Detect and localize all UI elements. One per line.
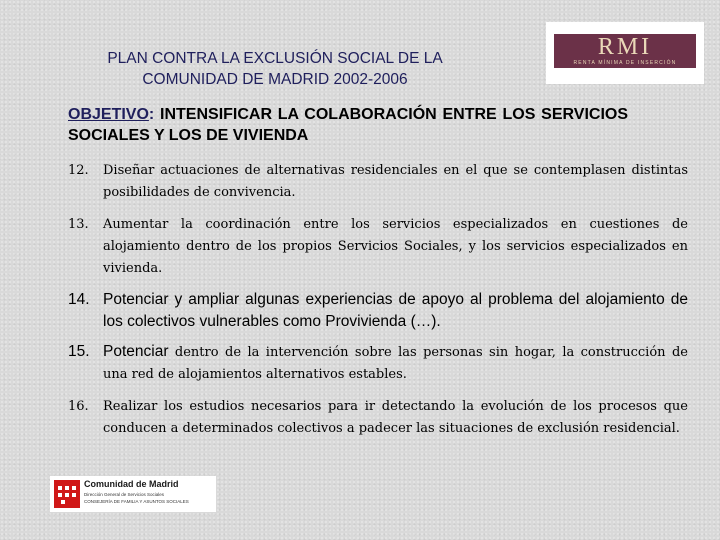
objective-heading <box>68 104 628 146</box>
madrid-logo-line-1: Dirección General de Servicios Sociales <box>84 492 165 497</box>
rmi-logo-band <box>554 34 696 68</box>
item-text-lead: Potenciar <box>103 343 169 360</box>
item-text: Realizar los estudios necesarios para ir detectando la evolución de los procesos que conducen a determinados colectivos a padecer las situaciones de exclusión residencial. <box>103 399 688 436</box>
item-text: dentro de la intervención sobre las personas sin hogar, la construcción de una red de alojamientos alternativos estables. <box>103 345 688 382</box>
madrid-logo-name: Comunidad de Madrid <box>84 479 179 489</box>
list-item <box>68 214 688 280</box>
rmi-logo <box>546 22 704 84</box>
title-line-2: COMUNIDAD DE MADRID 2002-2006 <box>142 71 408 88</box>
rmi-logo-tagline: RENTA MÍNIMA DE INSERCIÓN <box>573 60 677 66</box>
objective-colon: : <box>148 106 155 123</box>
item-number: 14. <box>68 291 90 308</box>
madrid-flag-icon <box>54 480 80 508</box>
item-text: Potenciar y ampliar algunas experiencias de apoyo al problema del alojamiento de los colectivos vulnerables como Provivienda (…). <box>103 291 688 330</box>
comunidad-madrid-logo <box>50 476 216 512</box>
objective-label: OBJETIVO <box>68 106 149 123</box>
title-line-1: PLAN CONTRA LA EXCLUSIÓN SOCIAL DE LA <box>107 50 443 67</box>
list-item <box>68 160 688 204</box>
item-number: 16. <box>68 399 89 414</box>
item-number: 15. <box>68 343 90 360</box>
measures-list <box>68 160 688 440</box>
list-item <box>68 341 688 386</box>
item-text: Diseñar actuaciones de alternativas residenciales en el que se contemplasen distintas posibilidades de convivencia. <box>103 163 688 200</box>
item-number: 12. <box>68 163 89 178</box>
page-title <box>60 48 490 90</box>
madrid-logo-line-2: CONSEJERÍA DE FAMILIA Y ASUNTOS SOCIALES <box>84 499 189 504</box>
item-number: 13. <box>68 217 89 232</box>
rmi-logo-letters: RMI <box>597 34 653 60</box>
objective-text: INTENSIFICAR LA COLABORACIÓN ENTRE LOS SERVICIOS SOCIALES Y LOS DE VIVIENDA <box>68 106 629 144</box>
item-text: Aumentar la coordinación entre los servicios especializados en cuestiones de alojamiento dentro de los propios Servicios Sociales, y los servicios especializados en vivienda. <box>103 217 688 276</box>
list-item <box>68 396 688 440</box>
list-item <box>68 289 688 333</box>
